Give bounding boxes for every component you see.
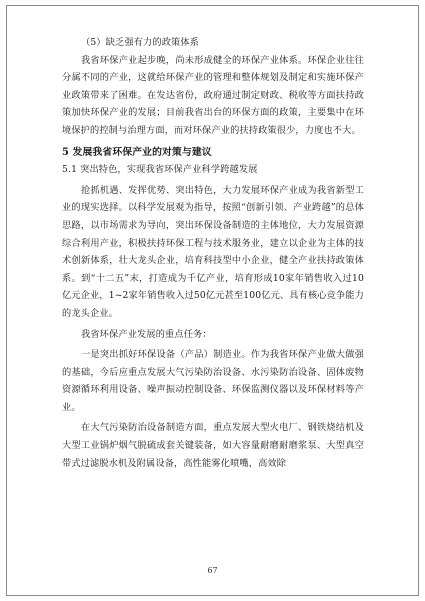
- section-heading: 5 发展我省环保产业的对策与建议: [62, 146, 212, 158]
- document-body: [62, 34, 364, 472]
- body-paragraph: 我省环保产业发展的重点任务：: [81, 328, 212, 340]
- body-paragraph: 我省环保产业起步晚，尚未形成健全的环保产业体系。环保企业往往分属不同的产业，这就给环保产业的管理和整体规划及制定和实施环保产业政策带来了困难。在发达省份，政府通过制定财政、税收等方面扶持政策加快环保产业的发展；目前我省出台的环保方面的政策，主要集中在环境保护的控制与治理方面，而对环保产业的扶持政策很少，力度也不大。: [62, 54, 364, 136]
- body-paragraph: 抢抓机遇、发挥优势、突出特色，大力发展环保产业成为我省新型工业的现实选择。以科学发展观为指导，按照“创新引领、产业跨越”的总体思路，以市场需求为导向，突出环保设备制造的主体地位，大力发展资源综合利用产业，积极扶持环保工程与技术服务业，建立以企业为主体的技术创新体系，壮大龙头企业，培育科技型中小企业，健全产业扶持政策体系。到“十二五”末，打造成为千亿产业，培育形成10家年销售收入过10亿元企业，1~2家年销售收入过50亿元甚至100亿元、具有核心竞争能力的龙头企业。: [62, 184, 364, 319]
- page-number: 67: [207, 566, 218, 575]
- body-paragraph: 一是突出抓好环保设备（产品）制造业。作为我省环保产业做大做强的基础，今后应重点发展大气污染防治设备、水污染防治设备、固体废物资源循环利用设备、噪声振动控制设备、环保监测仪器以及环保材料等产业。: [62, 349, 364, 413]
- subsection-heading: （5）缺乏强有力的政策体系: [81, 37, 200, 48]
- subsection-heading: 5.1 突出特色，实现我省环保产业科学跨越发展: [62, 164, 258, 176]
- body-paragraph: 在大气污染防治设备制造方面，重点发展大型火电厂、钢铁烧结机及大型工业锅炉烟气脱硫成套关键装备，如大容量耐磨耐磨浆泵、大型真空带式过滤脱水机及附属设备，高性能雾化喷嘴，高效除: [62, 422, 364, 469]
